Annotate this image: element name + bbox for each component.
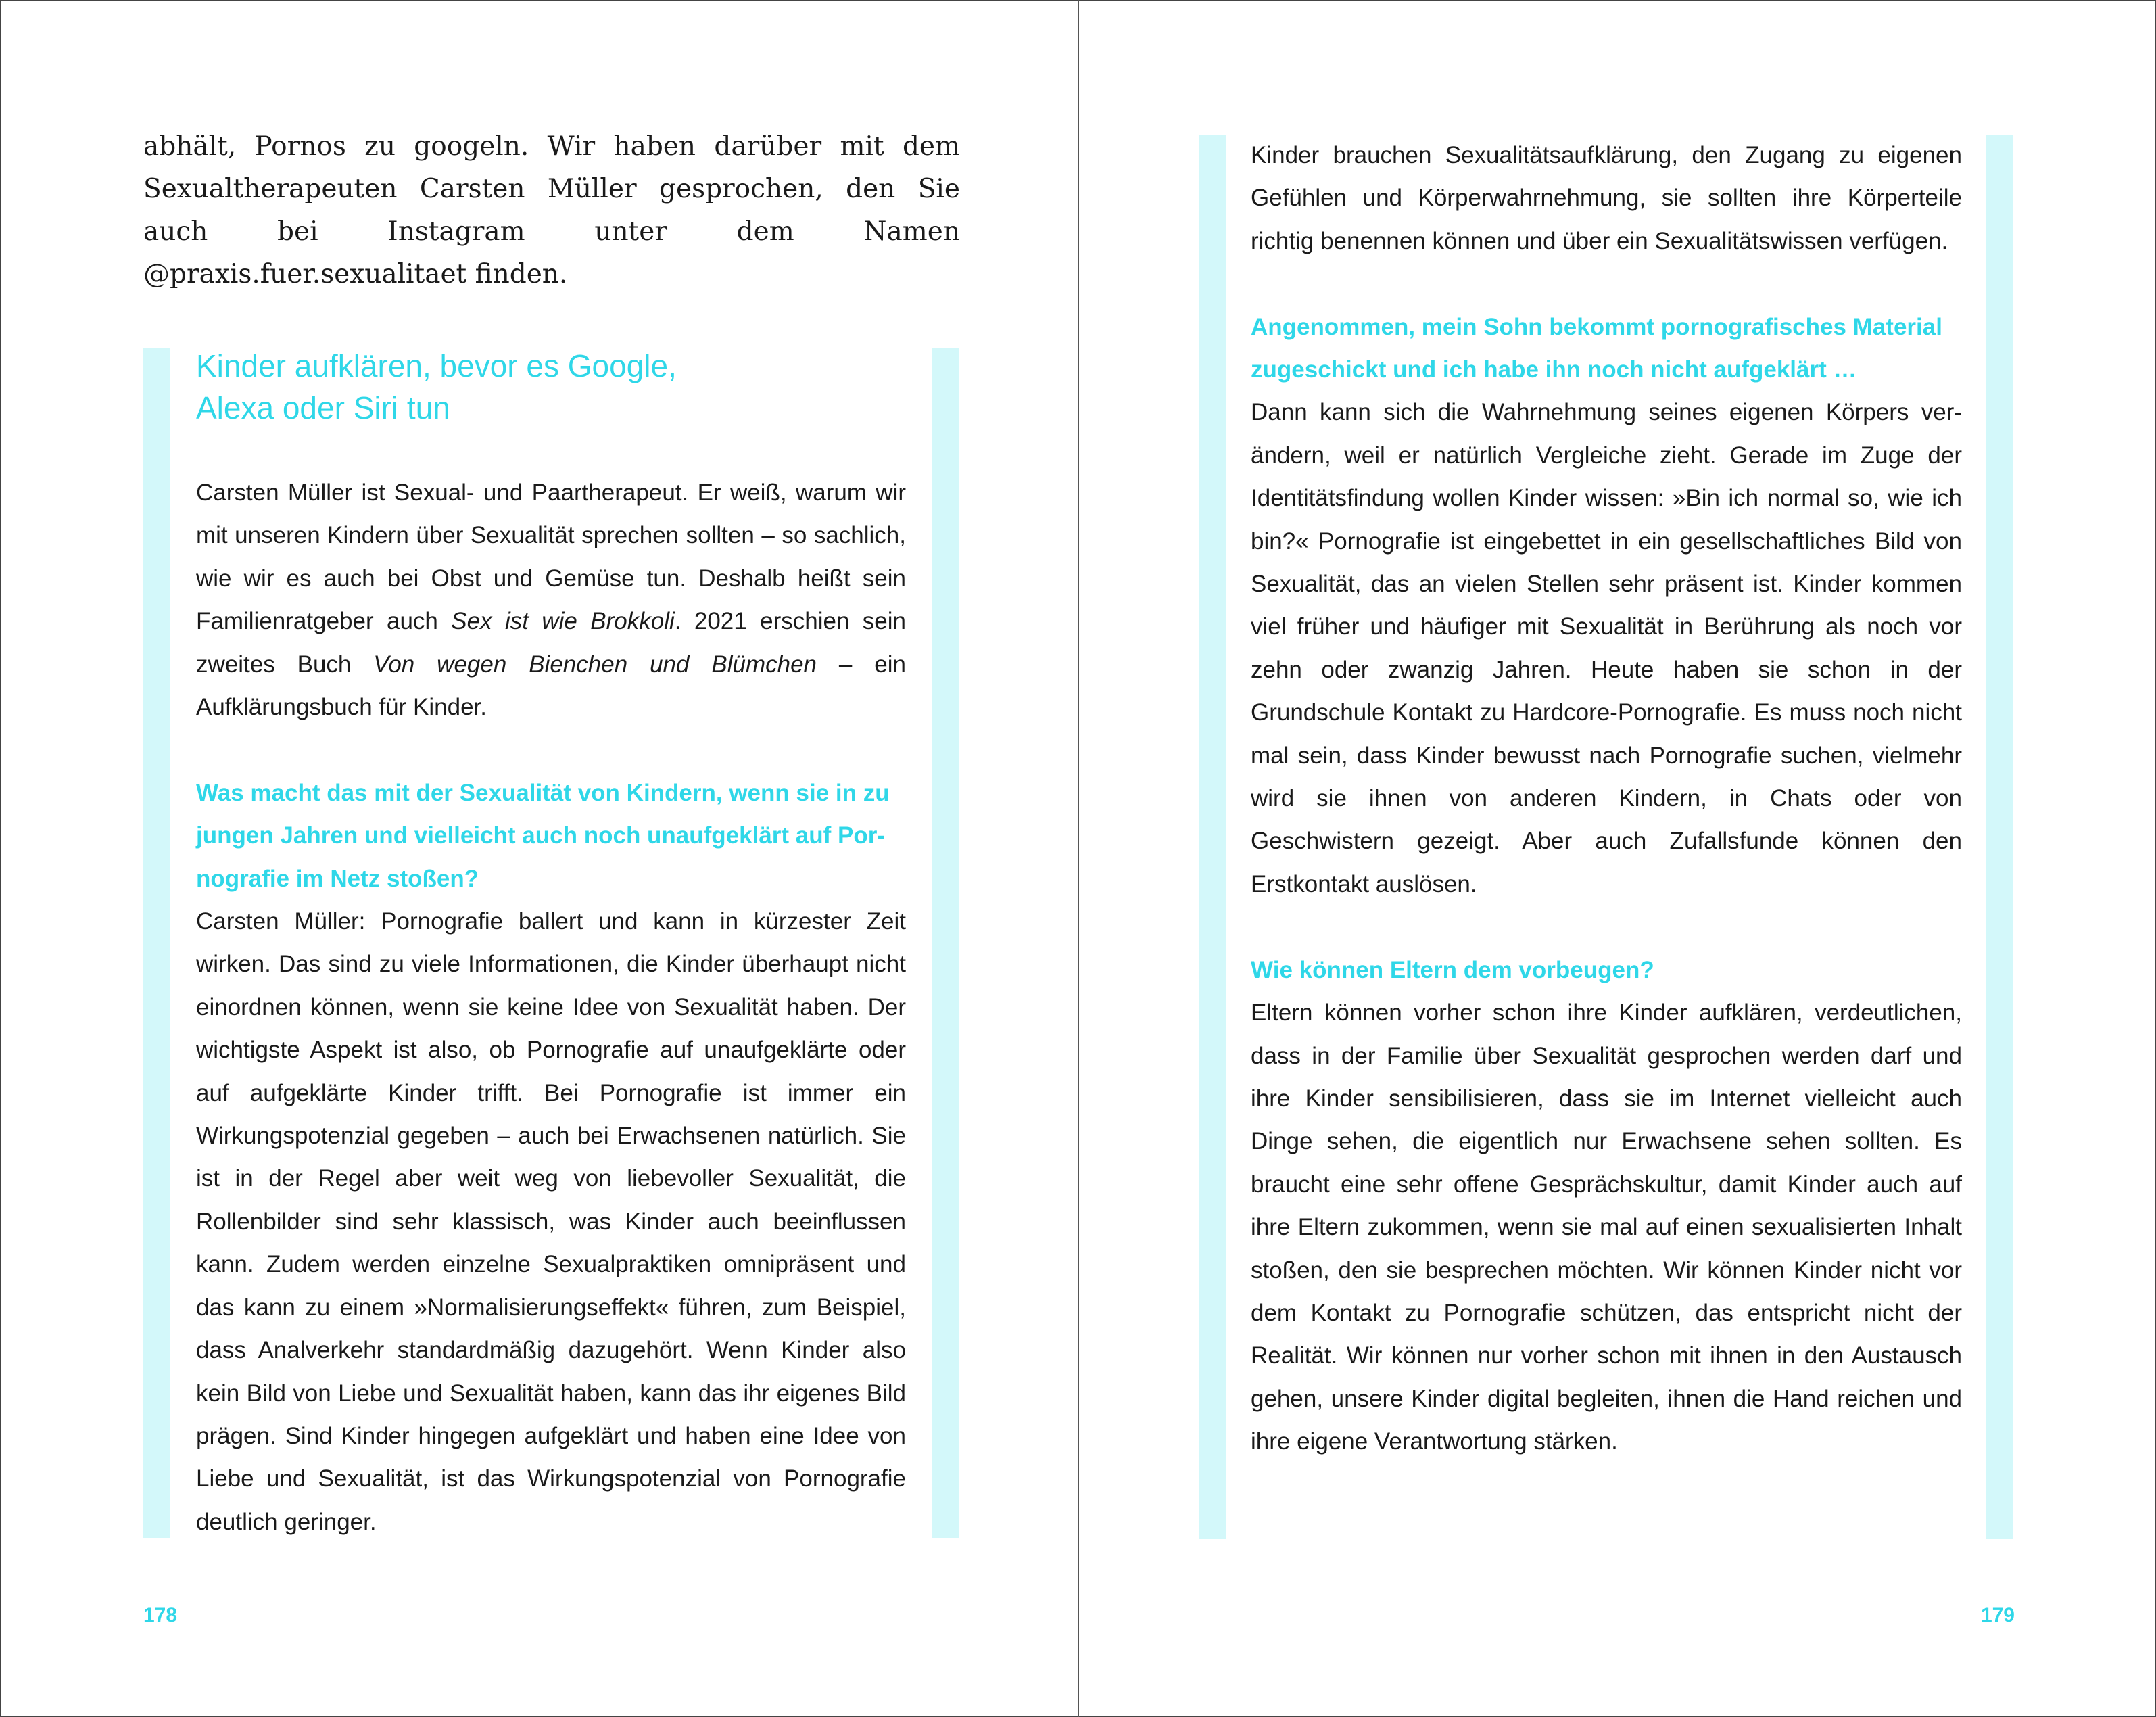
page-number-left: 178 (143, 1604, 178, 1626)
bio-text-a: Carsten Müller ist Sexual- und Paartherapeut. Er weiß, warum wir mit unseren Kindern über Sexualität sprechen sollten – so sachlich, wie wir es auch bei Obst und Gemüse tun. Deshalb heißt sein Familienratgeber auch (196, 479, 906, 635)
interview-answer-1: Carsten Müller: Pornografie ballert und kann in kürzester Zeit wirken. Das sind zu viele Informationen, die Kinder überhaupt nicht einordnen können, wenn sie keine Idee von Sexualität haben. Der wichtigste Aspekt ist also, ob Pornografie auf unaufgeklärte oder auf aufgeklärte Kinder trifft. Bei Pornografie ist immer ein Wirkungspotenzial gegeben – auch bei Erwachsenen natürlich. Sie ist in der Regel aber weit weg von liebevoller Sexualität, die Rollenbilder sind sehr klassisch, was Kinder auch beeinflussen kann. Zudem werden einzelne Sexualpraktiken omnipräsent und das kann zu einem »Normalisierungseffekt« führen, zum Beispiel, dass Analverkehr standardmäßig dazugehört. Wenn Kinder also kein Bild von Liebe und Sexualität haben, kann das ihr eigenes Bild prägen. Sind Kinder hingegen aufgeklärt und haben eine Idee von Liebe und Sexualität, ist das Wirkungspotenzial von Pornografie deutlich geringer. (196, 908, 906, 1535)
sidebar-bar-right (932, 348, 959, 1538)
box-title (196, 345, 906, 429)
paragraph-gap (1251, 262, 1962, 305)
interview-box-right (1251, 134, 1962, 1463)
right-page (1079, 0, 2156, 1717)
answer-continuation: Kinder brauchen Sexualitätsaufklärung, den Zugang zu eigenen Gefühlen und Körperwahrnehmung, sie sollten ihre Körperteile richtig benennen können und über ein Sexualitätswissen verfügen. (1251, 142, 1962, 254)
intro-paragraph (143, 125, 960, 296)
sidebar-bar-left (143, 348, 170, 1538)
interview-answer-2: Dann kann sich die Wahrnehmung seines eigenen Körpers verändern, weil er natürlich Vergleiche zieht. Gerade im Zuge der Identitätsfindung wollen Kinder wissen: »Bin ich normal so, wie ich bin?« Pornografie ist eingebettet in ein gesellschaftliches Bild von Sexualität, das an vielen Stellen sehr präsent ist. Kinder kommen viel früher und häufiger mit Sexualität in Berührung als noch vor zehn oder zwanzig Jahren. Heute haben sie schon in der Grundschule Kontakt zu Hardcore-Pornografie. Es muss noch nicht mal sein, dass Kinder bewusst nach Pornografie suchen, vielmehr wird sie ihnen von anderen Kindern, in Chats oder von Geschwistern gezeigt. Aber auch Zufallsfunde können den Erstkontakt auslösen. (1251, 399, 1962, 897)
bio-text-c: – ein Aufklärungsbuch für Kinder. (196, 651, 906, 721)
intro-text: abhält, Pornos zu googeln. Wir haben darüber mit dem Sexualtherapeuten Carsten Müller gesprochen, den Sie auch bei Instagram unter dem Namen @praxis.fuer.sexualitaet finden. (143, 131, 960, 289)
interview-box-left (196, 345, 906, 1543)
bio-text-b: . 2021 erschien sein zweites Buch (196, 608, 907, 678)
interview-question-2: Angenommen, mein Sohn bekommt pornografisches Material zugeschickt und ich habe ihn noch nicht aufgeklärt … (1251, 313, 1942, 383)
sidebar-bar-right (1986, 135, 2013, 1539)
paragraph-gap (1251, 905, 1962, 948)
box-title-line-2: Alexa oder Siri tun (196, 390, 450, 425)
sidebar-bar-left (1199, 135, 1226, 1539)
book-title-2: Von wegen Bienchen und Blümchen (373, 651, 817, 678)
paragraph-gap (196, 728, 906, 771)
book-title-1: Sex ist wie Brokkoli (451, 608, 675, 635)
interview-answer-3: Eltern können vorher schon ihre Kinder aufklären, verdeutlichen, dass in der Familie über Sexualität gesprochen werden darf und ihre Kinder sensibilisieren, dass sie im Internet vielleicht auch Dinge sehen, die eigentlich nur Erwachsene sehen sollten. Es braucht eine sehr offene Gesprächskultur, damit Kinder auch auf ihre Eltern zukommen, wenn sie mal auf einen sexualisierten Inhalt stoßen, den sie besprechen möchten. Wir können Kinder nicht vor dem Kontakt zu Pornografie schützen, das entspricht nicht der Realität. Wir können nur vorher schon mit ihnen in den Austausch gehen, unsere Kinder digital begleiten, ihnen die Hand reichen und ihre eigene Verantwortung stärken. (1251, 999, 1962, 1455)
intro-bio-paragraph (196, 471, 906, 728)
page-number-right: 179 (1980, 1604, 2015, 1626)
interview-question-3: Wie können Eltern dem vorbeugen? (1251, 956, 1654, 983)
box-title-line-1: Kinder aufklären, bevor es Google, (196, 348, 677, 383)
interview-question-1: Was macht das mit der Sexualität von Kindern, wenn sie in zu jungen Jahren und vielleicht auch noch unaufgeklärt auf Pornografie im Netz stoßen? (196, 779, 890, 892)
